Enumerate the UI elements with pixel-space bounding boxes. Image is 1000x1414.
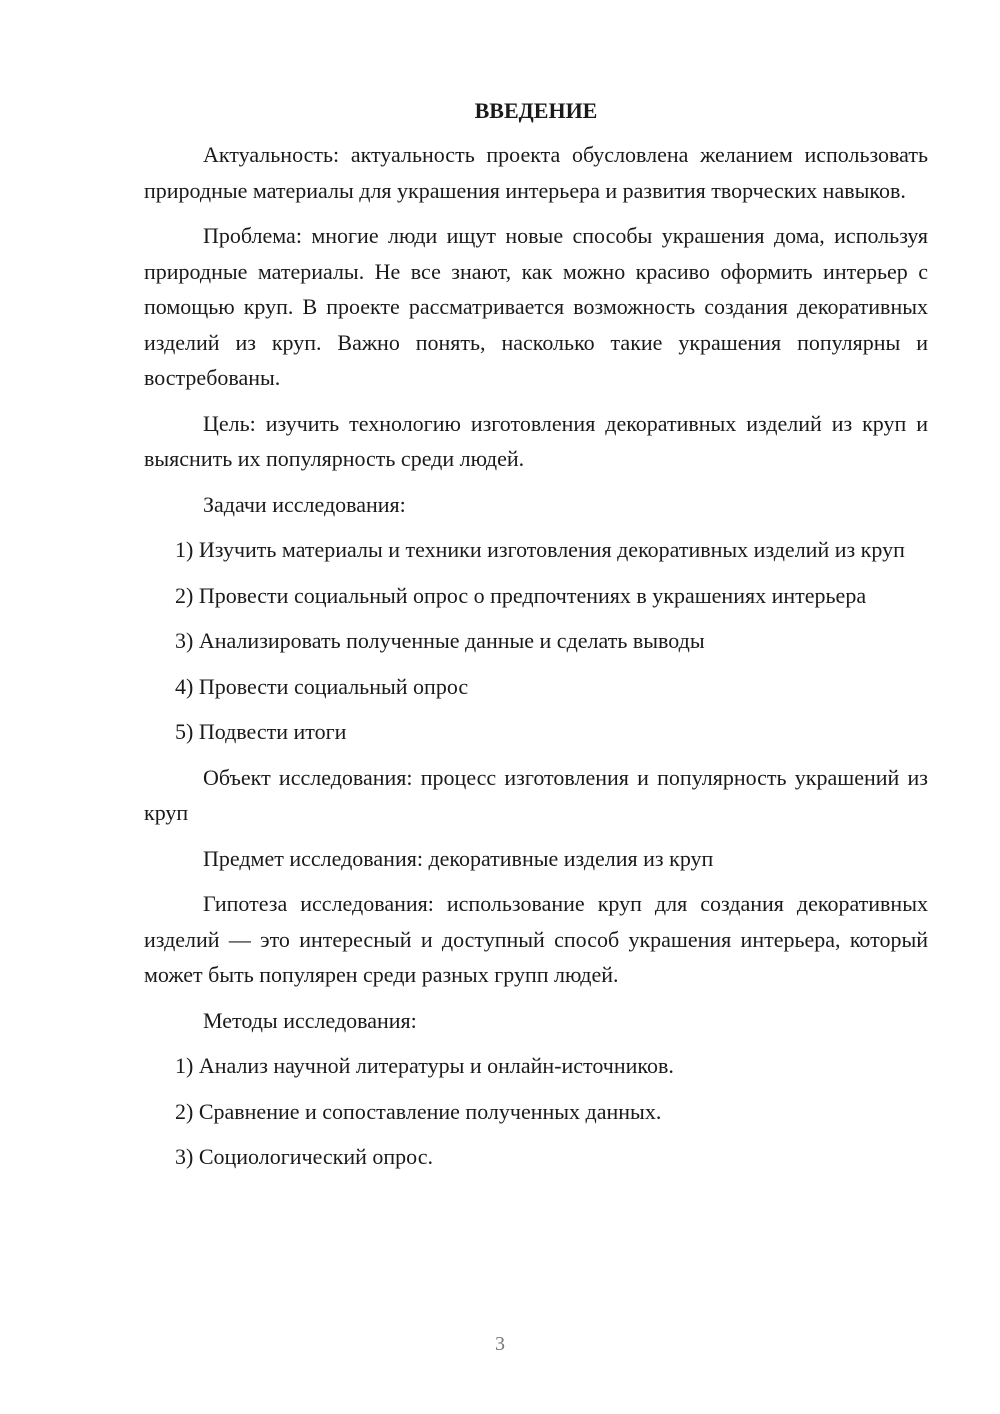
page-number: 3 bbox=[495, 1333, 505, 1355]
method-item: 3) Социологический опрос. bbox=[175, 1144, 433, 1169]
hypothesis-paragraph: Гипотеза исследования: использование круп для создания декоративных изделий — это интересный и доступный способ украшения интерьера, который может быть популярен среди разных групп людей. bbox=[144, 891, 928, 987]
task-item: 3) Анализировать полученные данные и сделать выводы bbox=[175, 628, 705, 653]
task-item: 4) Провести социальный опрос bbox=[175, 673, 469, 699]
methods-heading: Методы исследования: bbox=[203, 1007, 417, 1033]
problem-paragraph: Проблема: многие люди ищут новые способы украшения дома, используя природные материалы. Не все знают, как можно красиво оформить интерьер с помощью круп. В проекте рассматривается возможность создания декоративных изделий из круп. Важно понять, насколько такие украшения популярны и востребованы. bbox=[144, 223, 928, 390]
method-item: 1) Анализ научной литературы и онлайн-источников. bbox=[175, 1053, 674, 1078]
task-item: 5) Подвести итоги bbox=[175, 719, 347, 744]
tasks-heading: Задачи исследования: bbox=[203, 491, 406, 517]
object-paragraph: Объект исследования: процесс изготовления и популярность украшений из круп bbox=[144, 764, 928, 825]
document-page bbox=[144, 95, 928, 1185]
task-item: 1) Изучить материалы и техники изготовления декоративных изделий из круп bbox=[175, 537, 905, 562]
method-item: 2) Сравнение и сопоставление полученных данных. bbox=[175, 1098, 662, 1124]
section-heading: ВВЕДЕНИЕ bbox=[474, 98, 598, 123]
subject-paragraph: Предмет исследования: декоративные изделия из круп bbox=[203, 845, 714, 871]
relevance-paragraph: Актуальность: актуальность проекта обусловлена желанием использовать природные материалы для украшения интерьера и развития творческих навыков. bbox=[144, 142, 928, 203]
task-item: 2) Провести социальный опрос о предпочтениях в украшениях интерьера bbox=[175, 582, 867, 608]
goal-paragraph: Цель: изучить технологию изготовления декоративных изделий из круп и выяснить их популярность среди людей. bbox=[144, 410, 928, 471]
